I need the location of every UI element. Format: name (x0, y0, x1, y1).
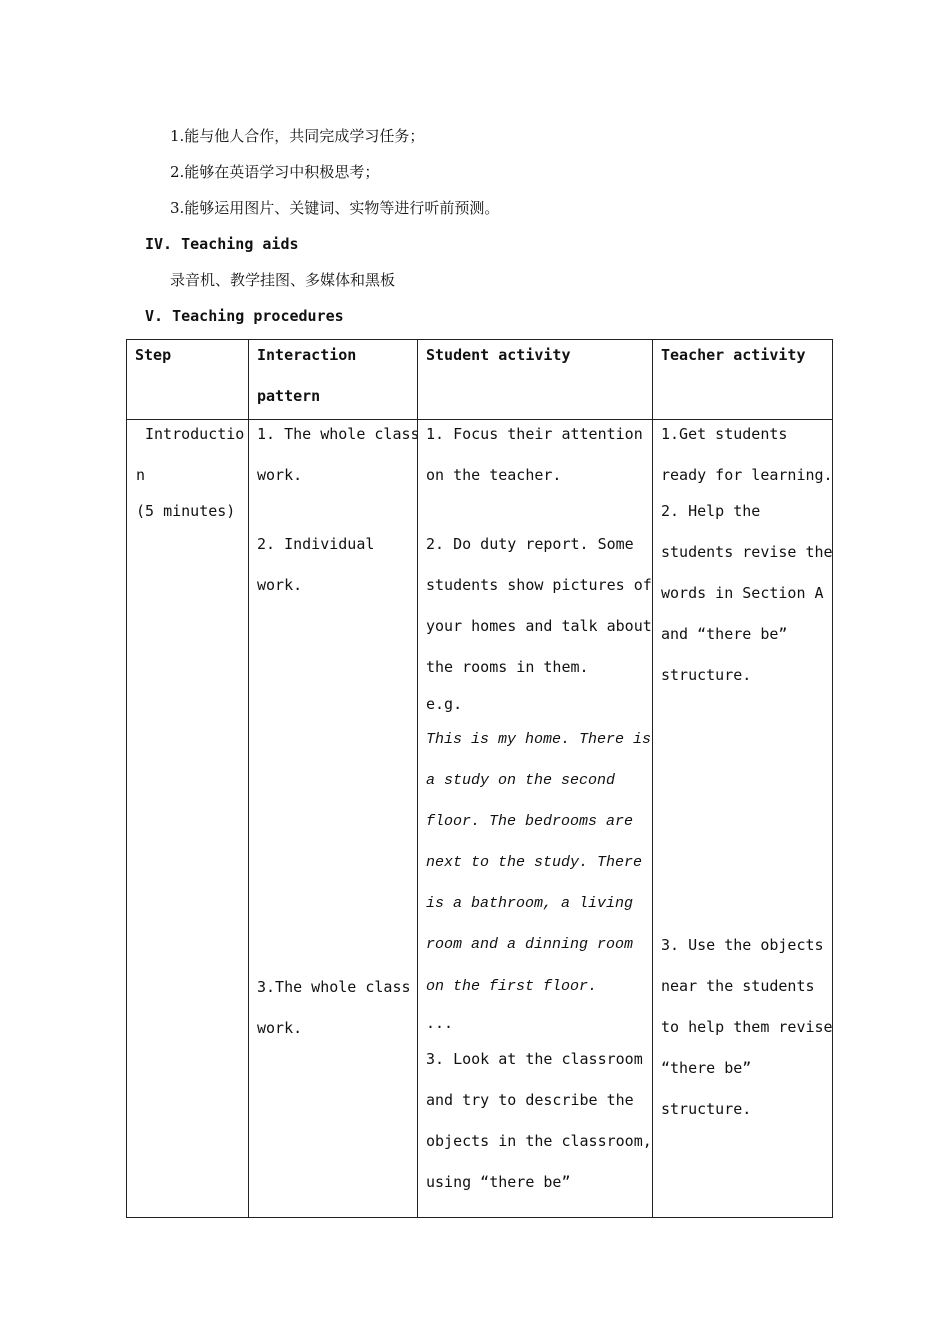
teacher-3-line5: structure. (661, 1100, 752, 1118)
student-2-line3: your homes and talk about (426, 617, 652, 635)
teacher-2-line2: students revise the (661, 543, 833, 561)
teacher-1-line1: 1.Get students (661, 425, 788, 443)
student-1-line1: 1. Focus their attention (426, 425, 643, 443)
teacher-2-line5: structure. (661, 666, 752, 684)
student-2-line4: the rooms in them. (426, 658, 589, 676)
example-label: e.g. (426, 695, 463, 713)
example-line-5: is a bathroom, a living (426, 895, 634, 912)
header-step: Step (135, 346, 172, 364)
teacher-3-line1: 3. Use the objects (661, 936, 824, 954)
column-divider (417, 340, 418, 1217)
example-line-3: floor. The bedrooms are (426, 813, 634, 830)
interaction-3-line1: 3.The whole class (257, 978, 411, 996)
interaction-1-line1: 1. The whole class (257, 425, 420, 443)
student-2-line2: students show pictures of (426, 576, 652, 594)
step-name-line2: n (136, 466, 146, 484)
teacher-3-line4: “there be” (661, 1059, 752, 1077)
header-teacher-activity: Teacher activity (661, 346, 806, 364)
example-line-1: This is my home. There is (426, 731, 652, 748)
column-divider (652, 340, 653, 1217)
example-line-7: on the first floor. (426, 978, 598, 995)
goal-item-3: 3.能够运用图片、关键词、实物等进行听前预测。 (170, 199, 500, 217)
header-student-activity: Student activity (426, 346, 571, 364)
header-interaction-line1: Interaction (257, 346, 357, 364)
example-line-4: next to the study. There (426, 854, 643, 871)
interaction-2-line2: work. (257, 576, 303, 594)
example-line-2: a study on the second (426, 772, 616, 789)
teacher-3-line3: to help them revise (661, 1018, 833, 1036)
example-line-6: room and a dinning room (426, 936, 634, 953)
interaction-2-line1: 2. Individual (257, 535, 375, 553)
teacher-2-line4: and “there be” (661, 625, 788, 643)
step-duration: (5 minutes) (136, 502, 236, 520)
student-1-line2: on the teacher. (426, 466, 562, 484)
example-ellipsis: ... (426, 1014, 454, 1032)
teacher-3-line2: near the students (661, 977, 815, 995)
step-name-line1: Introductio (145, 425, 245, 443)
student-3-line3: objects in the classroom, (426, 1132, 652, 1150)
student-3-line2: and try to describe the (426, 1091, 634, 1109)
student-2-line1: 2. Do duty report. Some (426, 535, 634, 553)
column-divider (248, 340, 249, 1217)
header-divider (127, 419, 832, 420)
teacher-2-line3: words in Section A (661, 584, 824, 602)
teacher-1-line2: ready for learning. (661, 466, 833, 484)
section-v-heading: V. Teaching procedures (145, 307, 344, 325)
interaction-1-line2: work. (257, 466, 303, 484)
teacher-2-line1: 2. Help the (661, 502, 761, 520)
section-iv-heading: IV. Teaching aids (145, 235, 299, 253)
student-3-line4: using “there be” (426, 1173, 571, 1191)
goal-item-1: 1.能与他人合作，共同完成学习任务； (170, 127, 425, 145)
header-interaction-line2: pattern (257, 387, 321, 405)
student-3-line1: 3. Look at the classroom (426, 1050, 643, 1068)
section-iv-content: 录音机、教学挂图、多媒体和黑板 (170, 271, 396, 289)
interaction-3-line2: work. (257, 1019, 303, 1037)
goal-item-2: 2.能够在英语学习中积极思考； (170, 163, 380, 181)
procedures-table (126, 339, 833, 1218)
